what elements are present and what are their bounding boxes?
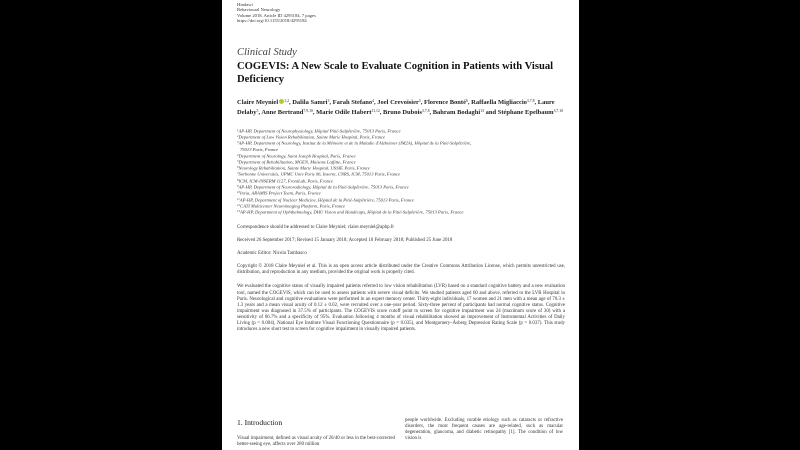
orcid-icon[interactable]: [279, 99, 284, 104]
affiliation-item: $^8$ICM, ICM-INSERM 1127, FrontLab, Paris, France: [237, 177, 334, 184]
introduction-left-column: Visual impairment, defined as visual acuity of 20/40 or less in the best-corrected better-seeing eye, affects over 280 million: [237, 436, 395, 447]
author-name: Joel Crevoisier: [377, 98, 419, 106]
doi-link[interactable]: https://doi.org/10.1155/2018/4295184: [237, 18, 307, 24]
affiliation-item: $^9$AP-HP, Department of Neuroradiology, Hôpital de la Pitié-Salpêtrière, 75013 Paris, France: [237, 183, 409, 190]
author-affiliation-marker: 3: [327, 98, 330, 103]
author-affiliation-marker: 4: [372, 98, 375, 103]
abstract-text: We evaluated the cognitive status of visually impaired patients referred to low vision rehabilitation (LVR) based on a standard cognitive battery and a new evaluation tool, named the COGEVIS, which can be used to assess patients with severe visual deficits. We studied patients aged 60 and above, referred to the LVR Hospital in Paris. Neurological and cognitive evaluations were performed in an expert memory center. Thirty-eight individuals, 17 women and 21 men with a mean age of 70.3 ± 1.3 years and a mean visual acuity of 0.12 ± 0.02, were recruited over a one-year period. Sixty-three percent of participants had normal cognitive status. Cognitive impairment was diagnosed in 37.5% of participants. The COGEVIS score cutoff point to screen for cognitive impairment was 24 (maximum score of 30) with a sensitivity of 66.7% and a specificity of 95%. Evaluation following 4 months of visual rehabilitation showed an improvement of Instrumental Activities of Daily Living (p = 0.004), National Eye Institute Visual Functioning Questionnaire (p = 0.035), and Montgomery–Åsberg Depression Rating Scale (p = 0.037). This study introduces a new short test to screen for cognitive impairment in visually impaired patients.: [237, 284, 565, 332]
pdf-page[interactable]: [222, 0, 579, 450]
affiliation-item: $^{11}$AP-HP, Department of Nuclear Medicine, Hôpital de la Pitié-Salpêtrière, 75013 Paris, France: [237, 196, 415, 203]
author-list: Claire Meyniel $^{1,2}$, Dalila Samri$^3$, Farah Stefano$^4$, Joel Crevoisier$^5$, Florence Bonté$^6$, Raffaella Migliaccio$^{3,7,8}$, Laure Delaby$^5$, Anne Bertrand$^{7,9,10}$, Marie Odile Habert$^{11,12}$, Bruno Dubois$^{3,7,8}$, Bahram Bodaghi$^{13}$ and Stéphane Epelbaum$^{3,7,10}$: [237, 98, 564, 117]
correspondence-line: Correspondence should be addressed to Claire Meyniel; claire.meyniel@aphp.fr: [237, 225, 395, 231]
author-affiliation-marker: 11,12: [371, 109, 380, 114]
author-name: Anne Bertrand: [261, 109, 304, 117]
affiliation-item: 75013 Paris, France: [240, 146, 279, 152]
affiliation-item: $^7$Sorbonne Universités, UPMC Univ Paris 06, Inserm, CNRS, ICM, 75013 Paris, France: [237, 171, 401, 177]
article-type: Clinical Study: [237, 46, 297, 58]
author-affiliation-marker: 1,2: [284, 98, 289, 103]
author-name: Dalila Samri: [292, 98, 328, 106]
author-name: Bahram Bodaghi: [432, 109, 481, 117]
introduction-right-column: people worldwide. Excluding curable etiology such as cataracts or refractive disorders, the most frequent causes are age-related, such as macular degeneration, glaucoma, and diabetic retinopathy [1]. The condition of low vision is: [405, 418, 563, 441]
affiliation-item: $^3$AP-HP, Department of Neurology, Institut de la Mémoire et de la Maladie d'Alzheimer (IM2A), Hôpital de la Pitié-Salpêtrière,: [237, 140, 472, 146]
affiliation-item: $^{13}$AP-HP, Department of Ophthalmology, DHU Vision and Handicaps, Hôpital de la Pitié-Salpêtrière, 75013 Paris, France: [237, 209, 464, 215]
author-affiliation-marker: 3,7,8: [526, 98, 535, 103]
copyright-notice: Copyright © 2018 Claire Meyniel et al. This is an open access article distributed under the Creative Commons Attribution License, which permits unrestricted use, distribution, and reproduction in any medium, provided the original work is properly cited.: [237, 264, 565, 276]
author-name: Claire Meyniel: [237, 98, 279, 106]
journal-header: [237, 2, 565, 24]
section-heading-introduction: 1. Introduction: [237, 418, 283, 427]
author-name: Farah Stefano: [332, 98, 373, 106]
affiliation-item: $^1$AP-HP, Department of Neurophysiology, Hôpital Pitié-Salpêtrière, 75013 Paris, France: [237, 127, 401, 134]
author-name: Marie Odile Habert: [316, 109, 372, 117]
affiliation-item: $^2$Department of Low Vision Rehabilitation, Sainte Marie Hospital, Paris, France: [237, 134, 386, 140]
academic-editor: Academic Editor: Nicola Tambasco: [237, 251, 307, 257]
affiliation-list: [237, 128, 565, 216]
received-dates: Received 26 September 2017; Revised 15 January 2018; Accepted 10 February 2018; Published 25 June 2018: [237, 238, 453, 244]
author-name: Raffaella Migliaccio: [471, 98, 527, 106]
author-name: Bruno Dubois: [383, 109, 422, 117]
affiliation-item: $^{12}$CATI Multicenter Neuroimaging Platform, Paris, France: [237, 202, 346, 209]
affiliation-item: $^6$Neurology Rehabilitation, Sainte Marie Hospital, USSIF, Paris, France: [237, 165, 371, 171]
author-name: Laure Delaby: [237, 98, 555, 117]
author-affiliation-marker: 3,7,8: [421, 109, 430, 114]
author-affiliation-marker: 7,9,10: [303, 109, 313, 114]
author-affiliation-marker: 13: [480, 109, 485, 114]
author-name: Florence Bonté: [424, 98, 466, 106]
journal-name: Behavioural Neurology: [237, 7, 281, 13]
affiliation-item: $^4$Department of Neurology, Saint Joseph Hospital, Paris, France: [237, 152, 356, 158]
author-affiliation-marker: 5: [418, 98, 421, 103]
publisher-name: Hindawi: [237, 2, 253, 7]
author-affiliation-marker: 3,7,10: [553, 109, 564, 114]
affiliation-item: $^5$Department of Rehabilitation, MGEN, Maisons Laffitte, France: [237, 158, 356, 165]
volume-info: Volume 2018, Article ID 4295184, 7 pages: [237, 12, 316, 18]
article-title: COGEVIS: A New Scale to Evaluate Cognition in Patients with Visual Deficiency: [237, 60, 554, 85]
affiliation-item: $^{10}$Inria, ARAMIS Project Team, Paris, France: [237, 190, 321, 196]
author-affiliation-marker: 6: [465, 98, 468, 103]
author-affiliation-marker: 5: [256, 109, 259, 114]
author-name: and Stéphane Epelbaum: [485, 109, 554, 117]
